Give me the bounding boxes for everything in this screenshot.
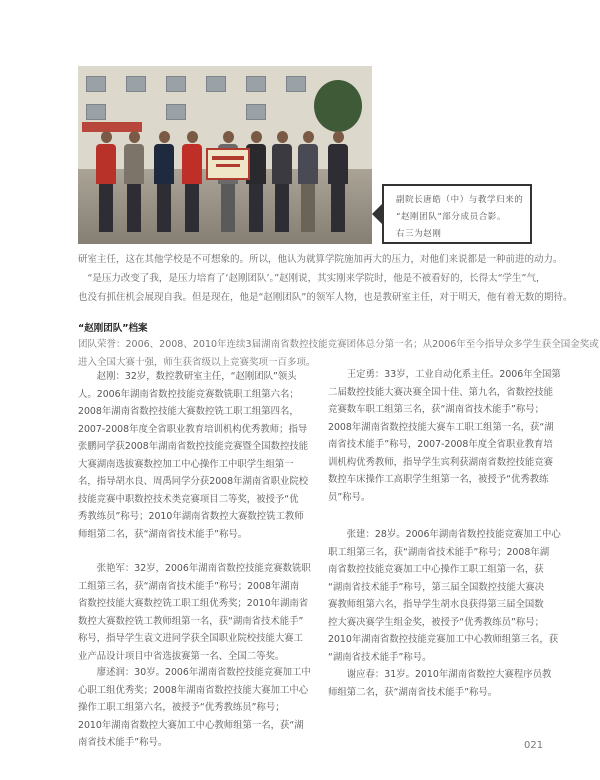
entry-line: “湖南省技术能手”称号，第三届全国数控技能大赛决 <box>328 581 544 593</box>
entry-line: “湖南省技术能手”称号。 <box>328 651 432 663</box>
entry-line: 南省数控技能竞赛加工中心操作工职工组第一名，获 <box>328 564 544 575</box>
entry-line: 心职工组优秀奖；2008年湖南省数控技能大赛加工中心 <box>78 684 309 696</box>
photo-window <box>286 76 306 92</box>
photo-window <box>86 104 106 120</box>
team-photo <box>78 66 372 244</box>
photo-person <box>272 131 292 232</box>
photo-tree <box>314 80 362 132</box>
member-entry-zhang-jian <box>328 526 561 666</box>
photo-person <box>182 131 202 232</box>
entry-line: 谢应春：31岁。2010年湖南省数控大赛程序员教 <box>346 669 552 680</box>
photo-window <box>166 76 186 92</box>
caption-line: 右三为赵刚 <box>396 229 442 239</box>
intro-line: 也没有抓住机会展现自我。但是现在，他是“赵刚团队”的领军人物，也是教研室主任，对于明天，他有着无数的期待。 <box>78 292 573 303</box>
entry-line: 大赛湖南选拔赛数控加工中心操作工中职学生组第一 <box>78 458 294 470</box>
entry-line: 控大赛决赛学生组金奖，被授予“优秀教练员”称号； <box>328 616 544 628</box>
entry-line: 2008年湖南省数控技能大赛车工职工组第一名，获“湖 <box>328 421 554 433</box>
entry-line: 人。2006年湖南省数控技能竞赛数铣职工组第六名； <box>78 388 299 400</box>
caption-pointer <box>372 204 382 224</box>
entry-line: 赛教师组第六名，指导学生胡水良获得第三届全国数 <box>328 599 544 610</box>
entry-line: 赵刚：32岁，数控教研室主任，“赵刚团队”领头 <box>96 371 297 382</box>
member-entry-zhao-gang <box>78 368 308 543</box>
member-entry-liao-shurun <box>78 664 311 752</box>
photo-window <box>246 104 266 120</box>
member-entry-zhang-yanjun <box>78 560 311 665</box>
entry-line: 业产品设计项目中省选拔赛第一名、全国二等奖。 <box>78 650 285 662</box>
honors-line: 团队荣誉：2006、2008、2010年连续3届湖南省数控技能竞赛团体总分第一名；从2006年至今指导众多学生获全国金奖或 <box>78 339 599 350</box>
members-right-column <box>328 366 561 726</box>
member-entry-xie-yingchun <box>328 666 558 701</box>
entry-line: 名，指导胡水良、周禹同学分获2008年湖南省职业院校 <box>78 476 309 487</box>
photo-person <box>96 131 116 232</box>
photo-person <box>328 131 348 232</box>
caption-line: 副院长唐皓（中）与教学归来的 <box>396 195 524 205</box>
entry-line: 2008年湖南省数控技能大赛数控铣工职工组第四名， <box>78 406 299 417</box>
entry-line: 2007-2008年度全省职业教育培训机构优秀教师；指导 <box>78 423 308 435</box>
entry-line: 张艳军：32岁，2006年湖南省数控技能竞赛数铣职 <box>96 563 311 574</box>
entry-line: 竞赛数车职工组第三名，获“湖南省技术能手”称号； <box>328 404 544 415</box>
photo-person <box>154 131 174 232</box>
photo-person <box>218 131 238 232</box>
photo-window <box>86 76 106 92</box>
entry-line: 职工组第三名，获“湖南省技术能手”称号；2008年湖 <box>328 546 550 558</box>
entry-line: 王定勇：33岁，工业自动化系主任。2006年全国第 <box>346 369 561 380</box>
photo-window <box>166 104 186 120</box>
photo-person <box>246 131 266 232</box>
entry-line: 二届数控技能大赛决赛全国十佳、第九名，省数控技能 <box>328 386 554 398</box>
members-left-column <box>78 368 311 748</box>
entry-line: 数控大赛数控铣工教师组第一名，获“湖南省技术能手” <box>78 615 304 627</box>
photo-person <box>298 131 318 232</box>
entry-line: 南省技术能手”称号。 <box>78 737 168 748</box>
photo-window <box>206 76 226 92</box>
entry-line: 技能竞赛中职数控技术类竞赛项目二等奖，被授予“优 <box>78 493 299 505</box>
entry-line: 2010年湖南省数控技能竞赛加工中心教师组第三名，获 <box>328 634 559 645</box>
entry-line: 数控车床操作工高职学生组第一名，被授予“优秀教练 <box>328 474 549 485</box>
page-number: 021 <box>524 740 544 751</box>
entry-line: 张鹏同学获2008年湖南省数控技能竞赛暨全国数控技能 <box>78 441 309 452</box>
entry-line: 师组第二名，获“湖南省技术能手”称号。 <box>328 686 498 698</box>
entry-line: 廖述润：30岁。2006年湖南省数控技能竞赛加工中 <box>96 667 311 678</box>
entry-line: 员”称号。 <box>328 491 371 503</box>
certificate-plaque <box>206 148 250 180</box>
entry-line: 秀教练员”称号；2010年湖南省数控大赛数控铣工教师 <box>78 511 304 522</box>
caption-line: “赵刚团队”部分成员合影。 <box>396 212 506 222</box>
entry-line: 训机构优秀教师，指导学生宾利获湖南省数控技能竞赛 <box>328 456 554 468</box>
entry-line: 称号，指导学生袁文进同学获全国职业院校技能大赛工 <box>78 633 304 644</box>
intro-line: “是压力改变了我，是压力培育了‘赵刚团队’。”赵刚说，其实刚来学院时，他是不被看好的，长得太“学生”气， <box>87 273 546 284</box>
photo-caption <box>382 184 532 244</box>
member-entry-wang-dingyong <box>328 366 561 506</box>
entry-line: 南省技术能手”称号，2007-2008年度全省职业教育培 <box>328 439 553 450</box>
entry-line: 工组第三名，获“湖南省技术能手”称号；2008年湖南 <box>78 580 300 592</box>
entry-line: 师组第二名，获“湖南省技术能手”称号。 <box>78 528 248 540</box>
photo-person <box>124 131 144 232</box>
entry-line: 张建：28岁。2006年湖南省数控技能竞赛加工中心 <box>346 529 561 540</box>
intro-line: 研室主任，这在其他学校是不可想象的。所以，他认为就算学院施加再大的压力，对他们来说都是一种前进的动力。 <box>78 254 563 265</box>
intro-paragraphs <box>78 250 573 307</box>
entry-line: 操作工职工组第六名，被授予“优秀教练员”称号； <box>78 702 285 713</box>
profile-title: “赵刚团队”档案 <box>78 323 148 334</box>
entry-line: 2010年湖南省数控大赛加工中心教师组第一名，获“湖 <box>78 719 304 731</box>
photo-window <box>246 76 266 92</box>
honors-line: 进入全国大赛十强，师生获省级以上竞赛奖项一百多项。 <box>78 357 316 368</box>
entry-line: 省数控技能大赛数控铣工职工组优秀奖；2010年湖南省 <box>78 598 309 609</box>
photo-window <box>126 76 146 92</box>
